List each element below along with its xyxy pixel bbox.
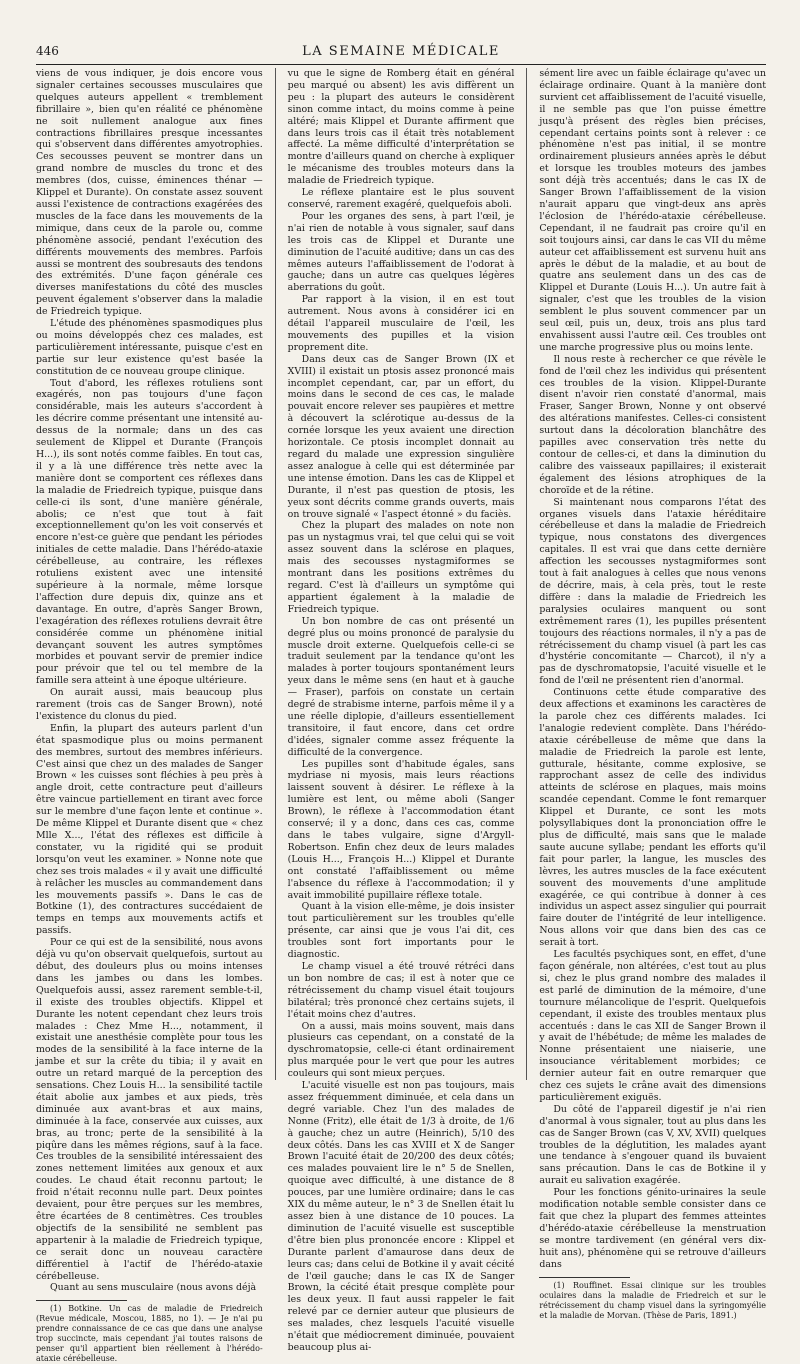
column-middle bbox=[287, 68, 515, 1353]
paragraph: Par rapport à la vision, il en est tout autrement. Nous avons à considérer ici en détail l'appareil musculaire de l'œil, les mouvements des pupilles et la vision proprement dite. bbox=[287, 294, 515, 353]
paragraph: Pour les organes des sens, à part l'œil, je n'ai rien de notable à vous signaler, sauf dans les trois cas de Klippel et Durante une diminution de l'acuité auditive; dans un cas des mêmes auteurs l'affaiblissement de l'odorat à gauche; dans un autre cas quelques légères aberrations du goût. bbox=[287, 210, 515, 294]
paragraph: Chez la plupart des malades on note non pas un nystagmus vrai, tel que celui qui se voit assez souvent dans la sclérose en plaques, mais des secousses nystagmiformes se montrant dans les positions extrêmes du regard. C'est là d'ailleurs un symptôme qui appartient également à la maladie de Friedreich typique. bbox=[287, 520, 515, 615]
paragraph: Tout d'abord, les réflexes rotuliens sont exagérés, non pas toujours d'une façon considérable, mais les auteurs s'accordent à les décrire comme présentant une intensité au-dessus de la normale; dans un des cas seulement de Klippel et Durante (François H...), ils sont notés comme faibles. En tout cas, il y a là une différence très nette avec la manière dont se comportent ces réflexes dans la maladie de Friedreich typique, puisque dans celle-ci ils sont, d'une manière générale, abolis; ce n'est que tout à fait exceptionnellement qu'on les voit conservés et encore n'est-ce guère que pendant les périodes initiales de cette maladie. Dans l'hérédo-ataxie cérébelleuse, au contraire, les réflexes rotuliens existent avec une intensité supérieure à la normale, même lorsque l'affection dure depuis dix, quinze ans et davantage. En outre, d'après Sanger Brown, l'exagération des réflexes rotuliens devrait être considérée comme un phénomène initial devançant souvent les autres symptômes morbides et pouvant servir de premier indice pour prévoir que tel ou tel membre de la famille sera atteint à une époque ultérieure. bbox=[36, 377, 263, 687]
paragraph: Pour les fonctions génito-urinaires la seule modification notable semble consister dans ce fait que chez la plupart des femmes atteintes d'hérédo-ataxie cérébelleuse la menstruation se montre tardivement (en général vers dix-huit ans), phénomène qui se retrouve d'ailleurs dans bbox=[539, 1187, 767, 1270]
footnote: (1) Rouffinet. Essai clinique sur les troubles oculaires dans la maladie de Friedreich et sur le rétrécissement du champ visuel dans la syringomyélie et la maladie de Morvan. (Thèse de Paris, 1891.) bbox=[539, 1280, 767, 1320]
footnote-divider bbox=[539, 1277, 630, 1278]
paragraph: Le champ visuel a été trouvé rétréci dans un bon nombre de cas; il est à noter que ce rétrécissement du champ visuel était toujours bilatéral; très prononcé chez certains sujets, il l'était moins chez d'autres. bbox=[287, 960, 515, 1020]
paragraph: Dans deux cas de Sanger Brown (IX et XVIII) il existait un ptosis assez prononcé mais incomplet cependant, car, par un effort, du moins dans le second de ces cas, le malade pouvait encore relever ses paupières et mettre à découvert la sclérotique au-dessus de la cornée lorsque les yeux avaient une direction horizontale. Ce ptosis incomplet donnait au regard du malade une expression singulière assez analogue à celle qui est déterminée par une intense émotion. Dans les cas de Klippel et Durante, il n'est pas question de ptosis, les yeux sont décrits comme grands ouverts, mais on trouve signalé « l'aspect étonné » du faciès. bbox=[287, 353, 515, 520]
paragraph: Le réflexe plantaire est le plus souvent conservé, rarement exagéré, quelquefois aboli. bbox=[287, 187, 515, 210]
column-divider bbox=[275, 68, 276, 1080]
paragraph: Du côté de l'appareil digestif je n'ai rien d'anormal à vous signaler, tout au plus dans les cas de Sanger Brown (cas V, XV, XVII) quelques troubles de la déglutition, les malades ayant une tendance à s'engouer quand ils buvaient sans précaution. Dans le cas de Botkine il y aurait eu salivation exagérée. bbox=[539, 1103, 767, 1187]
page-number: 446 bbox=[36, 44, 59, 58]
paragraph: Enfin, la plupart des auteurs parlent d'un état spasmodique plus ou moins permanent des membres, surtout des membres inférieurs. C'est ainsi que chez un des malades de Sanger Brown « les cuisses sont fléchies à peu près à angle droit, cette contracture peut d'ailleurs être vaincue partiellement en tirant avec force sur le membre d'une façon lente et continue ». De même Klippel et Durante disent que « chez Mlle X..., l'état des réflexes est difficile à constater, vu la rigidité qui se produit lorsqu'on veut les examiner. » Nonne note que chez ses trois malades « il y avait une difficulté à relâcher les muscles au commandement dans les mouvements passifs ». Dans le cas de Botkine (1), des contractures succédaient de temps en temps aux mouvements actifs et passifs. bbox=[36, 722, 263, 937]
header-rule bbox=[36, 64, 766, 65]
paragraph: Continuons cette étude comparative des deux affections et examinons les caractères de la parole chez ces différents malades. Ici l'analogie redevient complète. Dans l'hérédo-ataxie cérébelleuse de même que dans la maladie de Friedreich la parole est lente, gutturale, hésitante, comme explosive, se rapprochant assez de celle des individus atteints de sclérose en plaques, mais moins scandée cependant. Comme le font remarquer Klippel et Durante, ce sont les mots polysyllabiques dont la prononciation offre le plus de difficulté, mais sans que le malade saute aucune syllabe; pendant les efforts qu'il fait pour parler, la langue, les muscles des lèvres, les autres muscles de la face exécutent souvent des mouvements d'une amplitude exagérée, ce qui contribue à donner à ces individus un aspect assez singulier qui pourrait faire douter de l'intégrité de leur intelligence. Nous allons voir que dans bien des cas ce serait à tort. bbox=[539, 687, 767, 949]
page-header bbox=[36, 44, 766, 62]
paragraph: Pour ce qui est de la sensibilité, nous avons déjà vu qu'on observait quelquefois, surtout au début, des douleurs plus ou moins intenses dans les jambes ou dans les lombes. Quelquefois aussi, assez rarement semble-t-il, il existe des troubles objectifs. Klippel et Durante les notent cependant chez leurs trois malades : Chez Mme H..., notamment, il existait une anesthésie complète pour tous les modes de la sensibilité à la face interne de la jambe et sur la crête du tibia; il y avait en outre un retard marqué de la perception des sensations. Chez Louis H... la sensibilité tactile était abolie aux jambes et aux pieds, très diminuée aux avant-bras et aux mains, diminuée à la face, conservée aux cuisses, aux bras, au tronc; perte de la sensibilité à la piqûre dans les mêmes régions, sauf à la face. Ces troubles de la sensibilité intéressaient des zones nettement limitées aux genoux et aux coudes. Le chaud était reconnu partout; le froid n'était reconnu nulle part. Deux pointes devaient, pour être perçues sur les membres, être écartées de 8 centimètres. Ces troubles objectifs de la sensibilité ne semblent pas appartenir à la maladie de Friedreich typique, ce serait donc un nouveau caractère différentiel à l'actif de l'hérédo-ataxie cérébelleuse. bbox=[36, 937, 263, 1282]
journal-title: LA SEMAINE MÉDICALE bbox=[302, 44, 500, 59]
column-divider bbox=[526, 68, 527, 1080]
paragraph: L'acuité visuelle est non pas toujours, mais assez fréquemment diminuée, et cela dans un degré variable. Chez l'un des malades de Nonne (Fritz), elle était de 1/3 à droite, de 1/6 à gauche; chez un autre (Heinrich), 5/10 des deux côtés. Dans les cas XVIII et X de Sanger Brown l'acuité était de 20/200 des deux côtés; ces malades pouvaient lire le n° 5 de Snellen, quoique avec difficulté, à une distance de 8 pouces, par une lumière ordinaire; dans le cas XIX du même auteur, le n° 3 de Snellen était lu assez bien à une distance de 10 pouces. La diminution de l'acuité visuelle est susceptible d'être bien plus prononcée encore : Klippel et Durante parlent d'amaurose dans deux de leurs cas; dans celui de Botkine il y avait cécité de l'œil gauche; dans le cas IX de Sanger Brown, la cécité était presque complète pour les deux yeux. Il faut aussi rappeler le fait relevé par ce dernier auteur que plusieurs de ses malades, chez lesquels l'acuité visuelle n'était que médiocrement diminuée, pouvaient beaucoup plus ai- bbox=[287, 1080, 515, 1353]
paragraph: Un bon nombre de cas ont présenté un degré plus ou moins prononcé de paralysie du muscle droit externe. Quelquefois celle-ci se traduit seulement par la tendance qu'ont les malades à porter toujours spontanément leurs yeux dans le même sens (en haut et à gauche — Fraser), parfois on constate un certain degré de strabisme interne, parfois même il y a une réelle diplopie, d'ailleurs essentiellement transitoire, il faut encore, dans cet ordre d'idées, signaler comme assez fréquente la difficulté de la convergence. bbox=[287, 615, 515, 758]
column-right bbox=[539, 68, 767, 1320]
footnote: (1) Botkine. Un cas de maladie de Friedreich (Revue médicale, Moscou, 1885, no 1). — Je n'ai pu prendre connaissance de ce cas que dans une analyse trop succincte, mais cependant j'ai toutes raisons de penser qu'il appartient bien réellement à l'hérédo-ataxie cérébelleuse. bbox=[36, 1304, 263, 1364]
column-left bbox=[36, 68, 263, 1364]
paragraph: viens de vous indiquer, je dois encore vous signaler certaines secousses musculaires que quelques auteurs appellent « tremblement fibrillaire », bien qu'en réalité ce phénomène ne soit nullement analogue aux fines contractions fibrillaires presque incessantes qui s'observent dans différentes amyotrophies. Ces secousses peuvent se montrer dans un grand nombre de muscles du tronc et des membres (dos, cuisse, éminences thénar — Klippel et Durante). On constate assez souvent aussi l'existence de contractions exagérées des muscles de la face dans les mouvements de la mimique, dans ceux de la parole ou, comme phénomène associé, pendant l'exécution des différents mouvements des membres. Parfois aussi se montrent des soubresauts des tendons des extrémités. D'une façon générale ces diverses manifestations du côté des muscles peuvent également s'observer dans la maladie de Friedreich typique. bbox=[36, 68, 263, 318]
paragraph: Les pupilles sont d'habitude égales, sans mydriase ni myosis, mais leurs réactions laissent souvent à désirer. Le réflexe à la lumière est lent, ou même aboli (Sanger Brown), le réflexe à l'accommodation étant conservé; il y a donc, dans ces cas, comme dans le tabes vulgaire, signe d'Argyll-Robertson. Enfin chez deux de leurs malades (Louis H..., François H...) Klippel et Durante ont constaté l'affaiblissement ou même l'absence du réflexe à l'accommodation; il y avait immobilité pupillaire réflexe totale. bbox=[287, 758, 515, 901]
paragraph: Il nous reste à rechercher ce que révèle le fond de l'œil chez les individus qui présentent ces troubles de la vision. Klippel-Durante disent n'avoir rien constaté d'anormal, mais Fraser, Sanger Brown, Nonne y ont observé des altérations manifestes. Celles-ci consistent surtout dans la décoloration blanchâtre des papilles avec conservation très nette du contour de celles-ci, et dans la diminution du calibre des vaisseaux papillaires; il existerait également des lésions atrophiques de la choroïde et de la rétine. bbox=[539, 353, 767, 496]
paragraph: sément lire avec un faible éclairage qu'avec un éclairage ordinaire. Quant à la manière dont survient cet affaiblissement de l'acuité visuelle, il ne semble pas que l'on puisse émettre jusqu'à présent des règles bien précises, cependant certains points sont à relever : ce phénomène n'est pas initial, il se montre ordinairement plusieurs années après le début et lorsque les troubles moteurs des jambes sont déjà très accentués; dans le cas IX de Sanger Brown l'affaiblissement de la vision n'aurait apparu que vingt-deux ans après l'éclosion de l'hérédo-ataxie cérébelleuse. Cependant, il ne faudrait pas croire qu'il en soit toujours ainsi, car dans le cas VII du même auteur cet affaiblissement est survenu huit ans après le début de la maladie, et au bout de quatre ans seulement dans un des cas de Klippel et Durante (Louis H...). Un autre fait à signaler, c'est que les troubles de la vision semblent le plus souvent commencer par un seul œil, puis un, deux, trois ans plus tard envahissent aussi l'autre œil. Ces troubles ont une marche progressive plus ou moins lente. bbox=[539, 68, 767, 353]
footnote-divider bbox=[36, 1300, 127, 1301]
paragraph: Les facultés psychiques sont, en effet, d'une façon générale, non altérées, c'est tout au plus si, chez le plus grand nombre des malades il est parlé de diminution de la mémoire, d'une tournure mélancolique de l'esprit. Quelquefois cependant, il existe des troubles mentaux plus accentués : dans le cas XII de Sanger Brown il y avait de l'hébétude; de même les malades de Nonne présentaient une niaiserie, une insouciance véritablement morbides; ce dernier auteur fait en outre remarquer que chez ces sujets le crâne avait des dimensions particulièrement exiguës. bbox=[539, 949, 767, 1103]
paragraph: Si maintenant nous comparons l'état des organes visuels dans l'ataxie héréditaire cérébelleuse et dans la maladie de Friedreich typique, nous constatons des divergences capitales. Il est vrai que dans cette dernière affection les secousses nystagmiformes sont tout à fait analogues à celles que nous venons de décrire, mais, à cela près, tout le reste diffère : dans la maladie de Friedreich les paralysies oculaires manquent ou sont extrêmement rares (1), les pupilles présentent toujours des réactions normales, il n'y a pas de rétrécissement du champ visuel (à part les cas d'hystérie concomitante — Charcot), il n'y a pas de dyschromatopsie, l'acuité visuelle et le fond de l'œil ne présentent rien d'anormal. bbox=[539, 496, 767, 687]
text-columns bbox=[36, 68, 767, 1364]
paragraph: vu que le signe de Romberg était en général peu marqué ou absent) les avis diffèrent un peu : la plupart des auteurs le considèrent sinon comme intact, du moins comme à peine altéré; mais Klippel et Durante affirment que dans leurs trois cas il était très notablement affecté. La même difficulté d'interprétation se montre d'ailleurs quand on cherche à expliquer le mécanisme des troubles moteurs dans la maladie de Friedreich typique. bbox=[287, 68, 515, 187]
paragraph: L'étude des phénomènes spasmodiques plus ou moins développés chez ces malades, est particulièrement intéressante, puisque c'est en partie sur leur existence qu'est basée la constitution de ce nouveau groupe clinique. bbox=[36, 318, 263, 377]
paragraph: Quant à la vision elle-même, je dois insister tout particulièrement sur les troubles qu'elle présente, car ainsi que je vous l'ai dit, ces troubles sont fort importants pour le diagnostic. bbox=[287, 901, 515, 961]
paragraph: Quant au sens musculaire (nous avons déjà bbox=[50, 1282, 257, 1294]
paragraph: On aurait aussi, mais beaucoup plus rarement (trois cas de Sanger Brown), noté l'existence du clonus du pied. bbox=[36, 687, 263, 722]
paragraph: On a aussi, mais moins souvent, mais dans plusieurs cas cependant, on a constaté de la dyschromatopsie, celle-ci étant ordinairement plus marquée pour le vert que pour les autres couleurs qui sont mieux perçues. bbox=[287, 1020, 515, 1080]
